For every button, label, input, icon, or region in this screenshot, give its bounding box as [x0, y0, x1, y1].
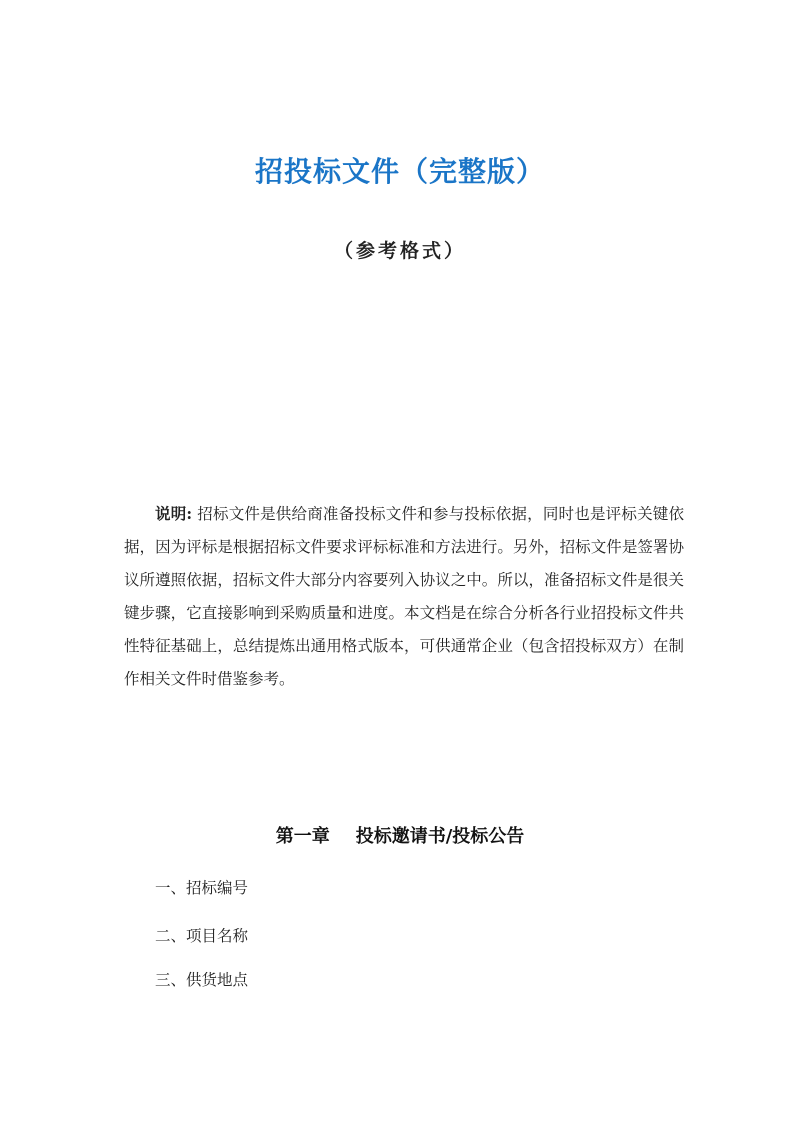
description-paragraph — [124, 497, 684, 696]
document-title: 招投标文件（完整版） — [254, 155, 545, 188]
chapter-title: 投标邀请书/投标公告 — [355, 826, 525, 847]
chapter-number: 第一章 — [275, 826, 330, 847]
document-subtitle: （参考格式） — [333, 240, 466, 262]
section-item-delivery-location: 三、供货地点 — [155, 971, 249, 989]
description-label: 说明: — [155, 504, 193, 523]
description-text: 招标文件是供给商准备投标文件和参与投标依据，同时也是评标关键依据，因为评标是根据招标文件要求评标标准和方法进行。另外，招标文件是签署协议所遵照依据，招标文件大部分内容要列入协议之中。所以，准备招标文件是很关键步骤，它直接影响到采购质量和进度。本文档是在综合分析各行业招投标文件共性特征基础上，总结提炼出通用格式版本，可供通常企业（包含招投标双方）在制作相关文件时借鉴参考。 — [124, 505, 684, 688]
chapter-heading — [0, 822, 800, 848]
section-item-project-name: 二、项目名称 — [155, 927, 249, 945]
section-item-bid-number: 一、招标编号 — [155, 879, 249, 897]
